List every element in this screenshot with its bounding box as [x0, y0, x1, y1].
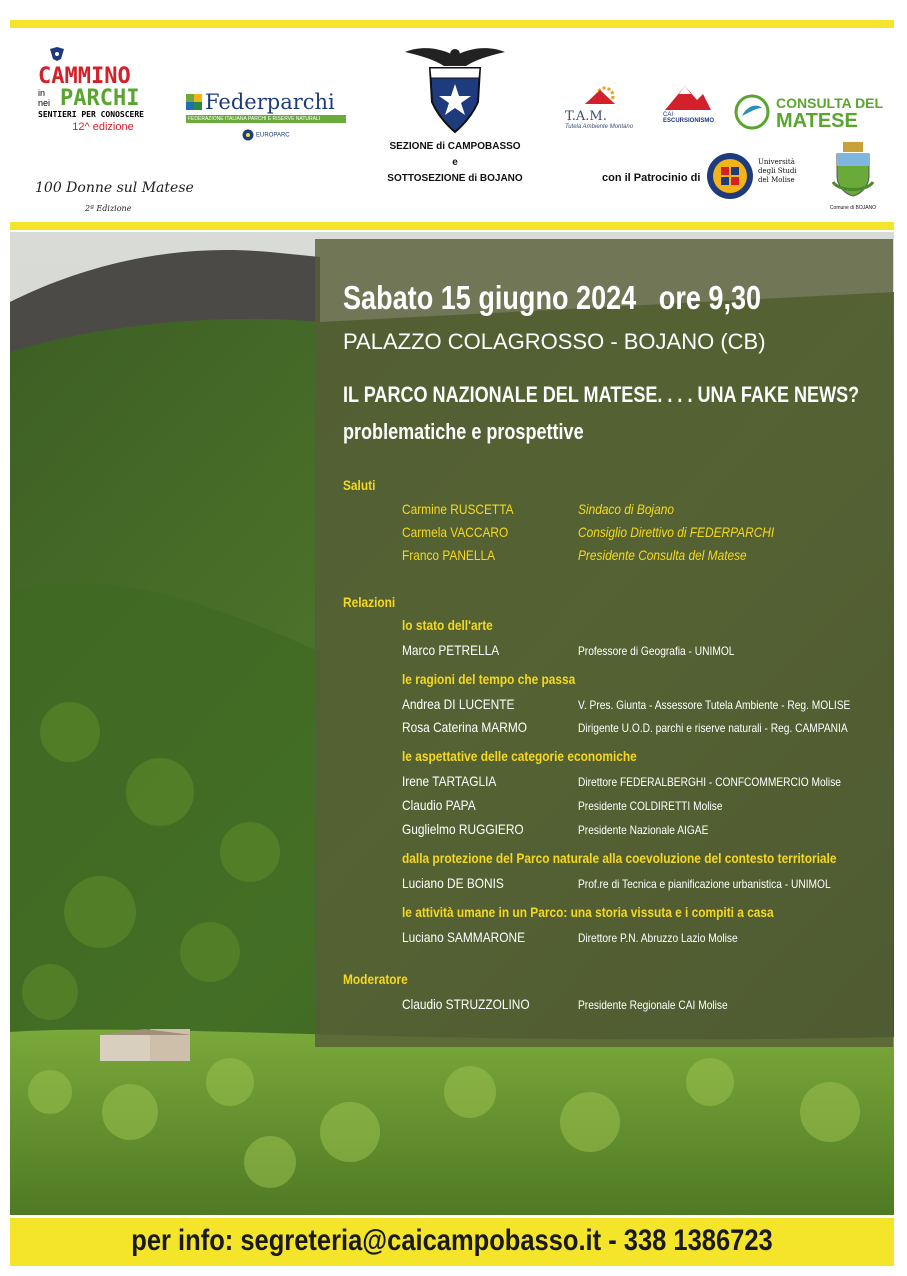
forest-photo — [10, 232, 894, 1215]
person-role: Consiglio Direttivo di FEDERPARCHI — [578, 524, 775, 540]
escursionismo-cai: CAI — [663, 112, 674, 118]
speaker-row — [402, 797, 882, 817]
bojano-coat-of-arms-icon — [831, 142, 875, 198]
cammino-edition: 12^ edizione — [72, 121, 134, 133]
speaker-row — [402, 642, 882, 662]
consulta-line1: CONSULTA DEL — [776, 95, 884, 111]
person-role: Dirigente U.O.D. parchi e riserve naturali - Reg. CAMPANIA — [578, 721, 848, 735]
europarc-icon — [242, 129, 254, 141]
moderator-row — [402, 996, 882, 1016]
cai-eagle-shield-icon — [400, 42, 510, 134]
cai-campobasso-logo — [360, 42, 550, 187]
person-name: Andrea DI LUCENTE — [402, 696, 515, 712]
event-subtitle: problematiche e prospettive — [343, 419, 584, 444]
patrocinio-label: con il Patrocinio di — [602, 172, 701, 184]
comune-name: Comune di BOJANO — [829, 205, 877, 211]
speaker-row — [402, 719, 882, 739]
saluti-row — [402, 501, 882, 521]
europarc-label — [186, 129, 346, 141]
tam-logo — [565, 82, 645, 130]
person-role: Presidente Regionale CAI Molise — [578, 998, 728, 1012]
nei-word: nei — [38, 98, 51, 108]
person-name: Carmine RUSCETTA — [402, 501, 514, 517]
person-role: Direttore P.N. Abruzzo Lazio Molise — [578, 931, 738, 945]
federparchi-subtitle: FEDERAZIONE ITALIANA PARCHI E RISERVE NATURALI — [186, 115, 346, 123]
topic-title: le aspettative delle categorie economiche — [402, 748, 637, 764]
tam-subtitle: Tutela Ambiente Montano — [565, 124, 634, 130]
person-name: Guglielmo RUGGIERO — [402, 821, 524, 837]
federparchi-flag-icon — [186, 94, 202, 110]
person-name: Irene TARTAGLIA — [402, 773, 497, 789]
saluti-row — [402, 547, 882, 567]
cai-sottosezione: SOTTOSEZIONE di BOJANO — [387, 173, 523, 184]
program-panel — [315, 239, 893, 1047]
consulta-leaf-icon — [734, 94, 770, 130]
federparchi-name: Federparchi — [205, 90, 335, 114]
topic-title: le ragioni del tempo che passa — [402, 671, 576, 687]
tam-name: T.A.M. — [565, 109, 607, 124]
speaker-row — [402, 773, 882, 793]
europarc-text: EUROPARC — [256, 132, 290, 139]
cai-e: e — [452, 157, 458, 168]
cai-sezione: SEZIONE di CAMPOBASSO — [389, 141, 521, 152]
escursionismo-label: ESCURSIONISMO — [663, 118, 715, 124]
person-role: Presidente Nazionale AIGAE — [578, 823, 709, 837]
tam-sun-mountain-icon — [565, 82, 635, 104]
cammino-word: CAMMINO — [38, 64, 131, 89]
comune-bojano-logo — [823, 142, 883, 211]
person-role: Professore di Geografia - UNIMOL — [578, 644, 735, 658]
person-name: Claudio PAPA — [402, 797, 476, 813]
farmhouse-building — [98, 1029, 192, 1061]
escursionismo-mountain-icon — [663, 82, 713, 110]
contact-info: per info: segreteria@caicampobasso.it - 338 1386723 — [131, 1224, 773, 1257]
unimol-seal-icon — [706, 152, 754, 200]
topic-title: le attività umane in un Parco: una storia vissuta e i compiti a casa — [402, 904, 774, 920]
relazioni-heading: Relazioni — [343, 594, 396, 610]
person-name: Marco PETRELLA — [402, 642, 500, 658]
sentieri-tagline: SENTIERI PER CONOSCERE — [38, 110, 144, 119]
event-time: ore 9,30 — [658, 279, 762, 316]
person-role: Presidente Consulta del Matese — [578, 547, 747, 563]
middle-yellow-bar — [10, 222, 894, 230]
consulta-line2: MATESE — [776, 110, 858, 132]
person-role: Prof.re di Tecnica e pianificazione urbanistica - UNIMOL — [578, 877, 831, 891]
speaker-row — [402, 875, 882, 895]
person-role: Direttore FEDERALBERGHI - CONFCOMMERCIO Molise — [578, 775, 841, 789]
donne-matese-edition: 2ª Edizione — [85, 204, 132, 213]
person-name: Rosa Caterina MARMO — [402, 719, 527, 735]
unimol-name: Università degli Studi del Molise — [758, 158, 797, 184]
parchi-word: PARCHI — [60, 86, 140, 111]
topic-title: dalla protezione del Parco naturale alla coevoluzione del contesto territoriale — [402, 850, 837, 866]
saluti-heading: Saluti — [343, 477, 376, 493]
person-role: V. Pres. Giunta - Assessore Tutela Ambiente - Reg. MOLISE — [578, 698, 851, 712]
person-name: Luciano DE BONIS — [402, 875, 504, 891]
consulta-matese-logo — [734, 94, 884, 130]
person-name: Franco PANELLA — [402, 547, 496, 563]
event-venue: PALAZZO COLAGROSSO - BOJANO (CB) — [343, 329, 766, 354]
cammino-nei-parchi-logo — [38, 47, 168, 133]
top-yellow-bar — [10, 20, 894, 28]
event-date: Sabato 15 giugno 2024 — [343, 279, 637, 316]
event-date-time — [343, 279, 761, 317]
speaker-row — [402, 696, 882, 716]
saluti-row — [402, 524, 882, 544]
speaker-row — [402, 929, 882, 949]
unimol-logo — [706, 152, 816, 205]
federparchi-logo — [186, 90, 346, 141]
moderatore-heading: Moderatore — [343, 971, 408, 987]
info-footer — [10, 1218, 894, 1266]
in-word: in — [38, 88, 46, 98]
topic-title: lo stato dell'arte — [402, 617, 493, 633]
person-role: Presidente COLDIRETTI Molise — [578, 799, 723, 813]
event-title: IL PARCO NAZIONALE DEL MATESE. . . . UNA FAKE NEWS? — [343, 382, 860, 407]
person-name: Claudio STRUZZOLINO — [402, 996, 530, 1012]
person-role: Sindaco di Bojano — [578, 501, 674, 517]
person-name: Carmela VACCARO — [402, 524, 509, 540]
cai-escursionismo-logo — [663, 82, 723, 124]
donne-matese-title: 100 Donne sul Matese — [35, 180, 194, 196]
person-name: Luciano SAMMARONE — [402, 929, 526, 945]
logo-header — [10, 32, 894, 222]
speaker-row — [402, 821, 882, 841]
